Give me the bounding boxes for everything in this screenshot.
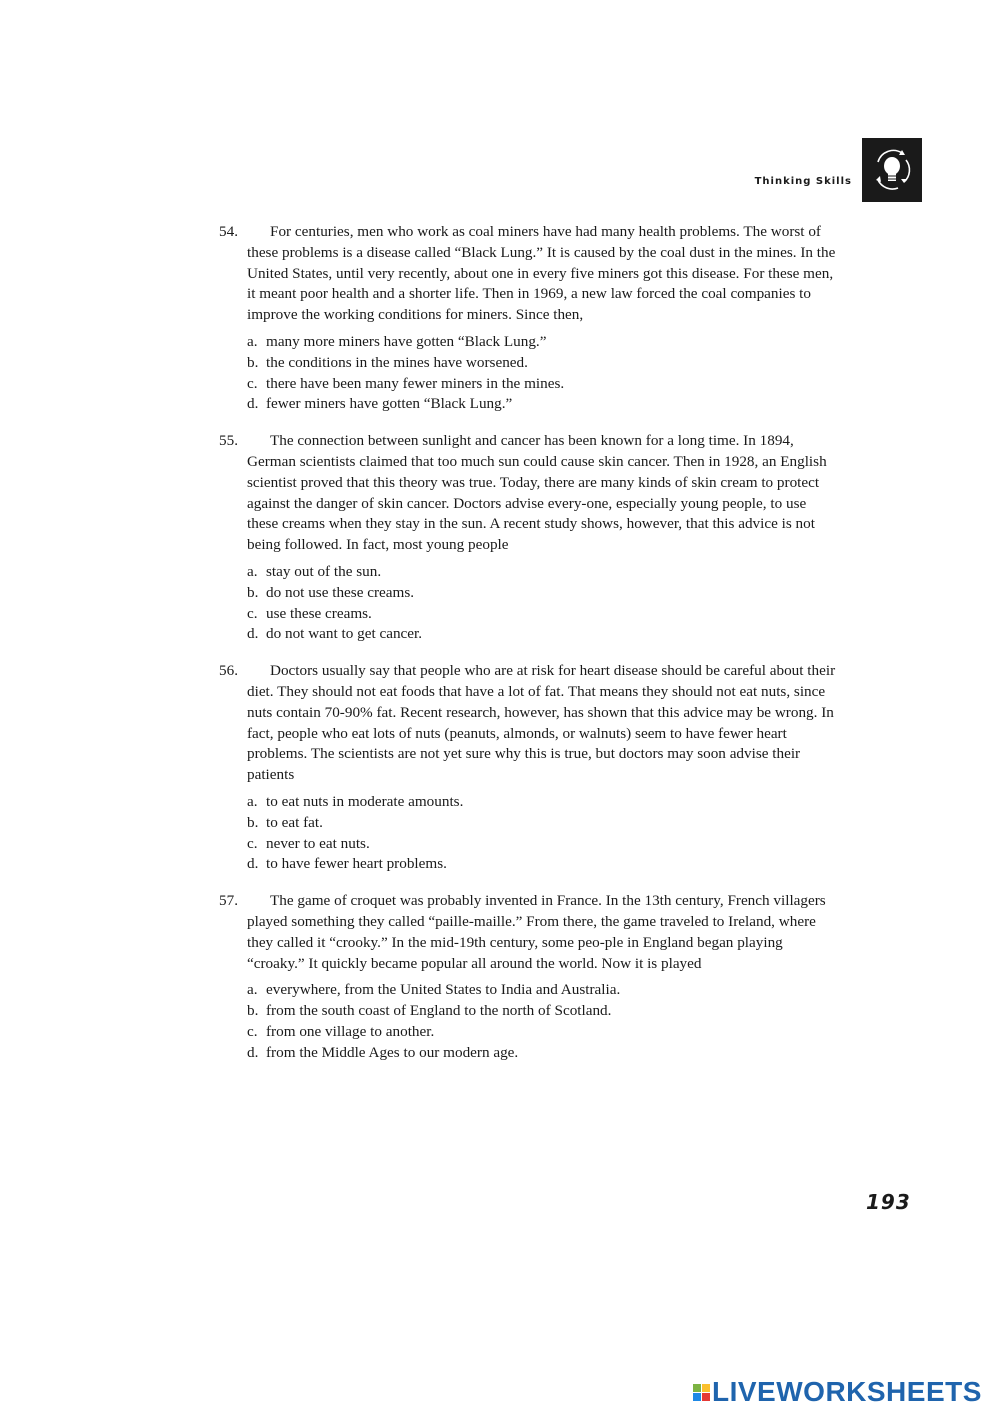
answer-option-c[interactable] (247, 1022, 839, 1043)
answer-option-b[interactable] (247, 813, 839, 834)
answer-option-c[interactable] (247, 834, 839, 855)
answer-option-a[interactable] (247, 980, 839, 1001)
option-letter: d. (247, 395, 259, 413)
question-55 (219, 431, 839, 645)
option-letter: c. (247, 1022, 258, 1040)
answer-option-a[interactable] (247, 792, 839, 813)
option-text: to eat fat. (266, 813, 323, 831)
option-letter: d. (247, 1043, 259, 1061)
question-54 (219, 222, 839, 415)
answer-option-a[interactable] (247, 562, 839, 583)
question-text (219, 431, 839, 556)
option-letter: d. (247, 625, 259, 643)
question-number: 56. (219, 662, 238, 680)
lightbulb-icon (862, 138, 922, 202)
option-letter: a. (247, 562, 258, 580)
answer-option-b[interactable] (247, 353, 839, 374)
option-text: from one village to another. (266, 1022, 435, 1040)
option-letter: b. (247, 813, 259, 831)
option-text: the conditions in the mines have worsened. (266, 353, 528, 371)
answer-options (247, 332, 839, 415)
question-body: The connection between sunlight and cancer has been known for a long time. In 1894, German scientists claimed that too much sun could cause skin cancer. Then in 1928, an English scientist proved that this theory was true. Today, there are many kinds of skin cream to protect against the danger of skin cancer. Doctors advise every-one, especially young people, to use these creams when they stay in the sun. A recent study shows, however, that this advice is not being followed. In fact, most young people (247, 432, 827, 554)
option-letter: c. (247, 834, 258, 852)
option-letter: d. (247, 855, 259, 873)
page-number: 193 (866, 1190, 911, 1214)
option-text: from the Middle Ages to our modern age. (266, 1043, 519, 1061)
question-number: 54. (219, 223, 238, 240)
option-letter: b. (247, 353, 259, 371)
question-number: 57. (219, 892, 238, 910)
answer-option-d[interactable] (247, 854, 839, 875)
option-text: from the south coast of England to the north of Scotland. (266, 1002, 612, 1020)
answer-options (247, 562, 839, 645)
option-letter: c. (247, 374, 258, 392)
question-list (219, 222, 839, 1079)
question-text (219, 222, 839, 326)
answer-option-c[interactable] (247, 604, 839, 625)
question-body: For centuries, men who work as coal miners have had many health problems. The worst of these problems is a disease called “Black Lung.” It is caused by the coal dust in the mines. In the United States, until very recently, about one in every five miners got this disease. For these men, it meant poor health and a shorter life. Then in 1969, a new law forced the coal companies to improve the working conditions for miners. Since then, (247, 223, 836, 324)
section-title: Thinking Skills (754, 175, 852, 187)
option-text: never to eat nuts. (266, 834, 370, 852)
answer-options (247, 980, 839, 1063)
option-letter: a. (247, 792, 258, 810)
answer-option-a[interactable] (247, 332, 839, 353)
answer-options (247, 792, 839, 875)
option-text: fewer miners have gotten “Black Lung.” (266, 395, 513, 413)
option-text: everywhere, from the United States to India and Australia. (266, 981, 621, 999)
question-text (219, 891, 839, 974)
option-text: to eat nuts in moderate amounts. (266, 792, 464, 810)
question-text (219, 661, 839, 786)
brand-name: LIVEWORKSHEETS (712, 1376, 982, 1407)
answer-option-b[interactable] (247, 583, 839, 604)
liveworksheets-icon (693, 1384, 710, 1401)
page-header (755, 138, 922, 202)
option-text: stay out of the sun. (266, 562, 382, 580)
question-57 (219, 891, 839, 1063)
answer-option-d[interactable] (247, 624, 839, 645)
option-letter: c. (247, 604, 258, 622)
option-text: do not use these creams. (266, 583, 415, 601)
option-text: there have been many fewer miners in the mines. (266, 374, 565, 392)
option-letter: a. (247, 332, 258, 350)
option-text: do not want to get cancer. (266, 625, 423, 643)
answer-option-d[interactable] (247, 394, 839, 415)
option-letter: b. (247, 1002, 259, 1020)
question-body: Doctors usually say that people who are at risk for heart disease should be careful about their diet. They should not eat foods that have a lot of fat. That means they should not eat nuts, since nuts contain 70-90% fat. Recent research, however, has shown that this advice may be wrong. In fact, people who eat lots of nuts (peanuts, almonds, or walnuts) seem to have fewer heart problems. The scientists are not yet sure why this is true, but doctors may soon advise their patients (247, 662, 836, 784)
question-body: The game of croquet was probably invented in France. In the 13th century, French villagers played something they called “paille-maille.” From there, the game traveled to Ireland, where they called it “crooky.” In the mid-19th century, some peo-ple in England began playing “croaky.” It quickly became popular all around the world. Now it is played (247, 892, 826, 972)
option-letter: a. (247, 981, 258, 999)
answer-option-d[interactable] (247, 1043, 839, 1064)
answer-option-b[interactable] (247, 1001, 839, 1022)
brand-logo (693, 1376, 982, 1408)
question-number: 55. (219, 432, 238, 450)
question-56 (219, 661, 839, 875)
option-text: use these creams. (266, 604, 372, 622)
answer-option-c[interactable] (247, 374, 839, 395)
option-text: to have fewer heart problems. (266, 855, 447, 873)
option-letter: b. (247, 583, 259, 601)
option-text: many more miners have gotten “Black Lung.” (266, 332, 547, 350)
